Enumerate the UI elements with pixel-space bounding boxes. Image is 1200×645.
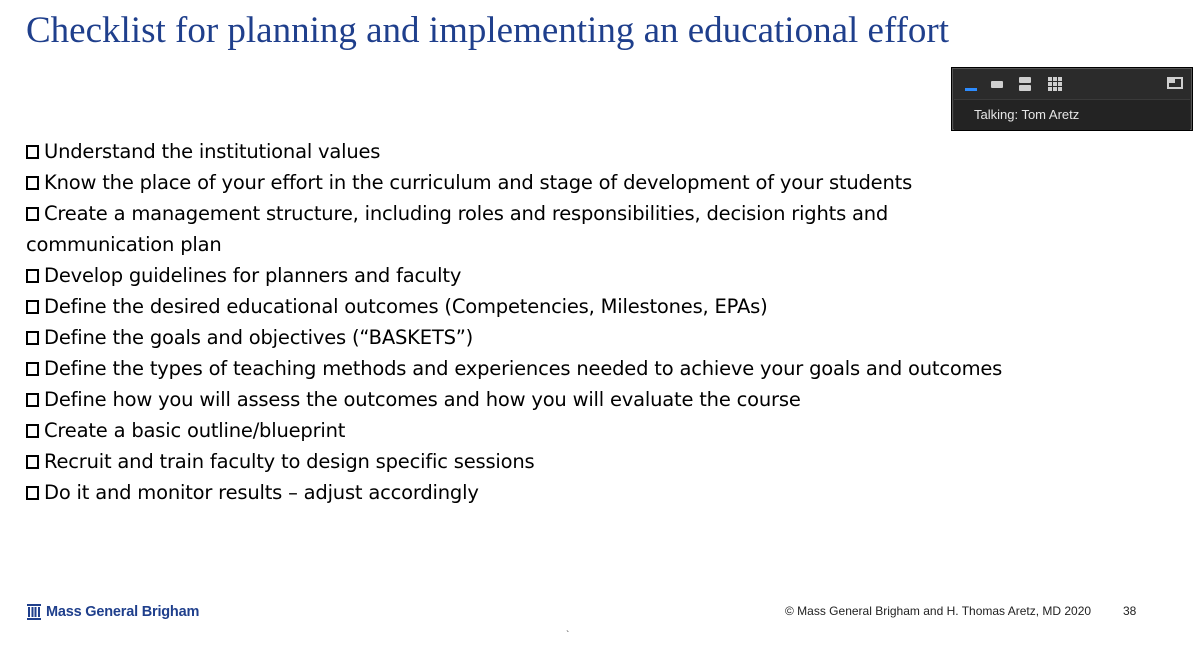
checklist-item [26,167,1176,198]
checkbox-icon [26,362,39,376]
checkbox-icon [26,207,39,221]
checkbox-icon [26,269,39,283]
checklist-item [26,291,1176,322]
checklist-item-text: Define the goals and objectives (“BASKETS”) [44,326,474,349]
checklist-item [26,446,1176,477]
zoom-toolbar [953,69,1191,99]
checkbox-icon [26,300,39,314]
talking-indicator: Talking: Tom Aretz [954,99,1190,130]
slide-title: Checklist for planning and implementing an educational effort [26,10,950,51]
checklist-item [26,477,1176,508]
checkbox-icon [26,145,39,159]
page-number: 38 [1123,604,1137,618]
checklist-item-text: Do it and monitor results – adjust accordingly [44,481,479,504]
checklist-item [26,198,986,260]
gallery-view-icon[interactable] [1047,77,1063,91]
building-icon [26,602,42,622]
checklist-item [26,136,1176,167]
checkbox-icon [26,393,39,407]
double-view-icon[interactable] [1017,77,1033,91]
checklist-item-text: Define the types of teaching methods and experiences needed to achieve your goals and outcomes [44,357,1003,380]
single-view-icon[interactable] [989,77,1005,91]
checklist-item [26,260,1176,291]
minimize-icon[interactable] [963,79,983,93]
brand-name: Mass General Brigham [46,604,200,620]
checkbox-icon [26,331,39,345]
checklist-item-text: Understand the institutional values [44,140,381,163]
checkbox-icon [26,176,39,190]
zoom-view-panel[interactable] [952,68,1192,130]
brand-logo [26,601,199,623]
side-by-side-icon[interactable] [1167,77,1185,91]
checkbox-icon [26,455,39,469]
checklist-item-text: Know the place of your effort in the curriculum and stage of development of your students [44,171,913,194]
checklist-item-text: Create a basic outline/blueprint [44,419,346,442]
checklist-item [26,415,1176,446]
checklist [26,136,1176,508]
checklist-item [26,384,1176,415]
checklist-item-text: Recruit and train faculty to design specific sessions [44,450,535,473]
stray-mark: ` [566,630,570,641]
checklist-item-text: Define the desired educational outcomes (Competencies, Milestones, EPAs) [44,295,768,318]
checklist-item [26,322,1176,353]
checkbox-icon [26,486,39,500]
checklist-item-text: Create a management structure, including roles and responsibilities, decision rights and communication plan [26,202,889,256]
copyright-notice: © Mass General Brigham and H. Thomas Aretz, MD 2020 [785,604,1092,618]
checklist-item [26,353,1176,384]
checklist-item-text: Develop guidelines for planners and faculty [44,264,462,287]
checklist-item-text: Define how you will assess the outcomes and how you will evaluate the course [44,388,801,411]
checkbox-icon [26,424,39,438]
